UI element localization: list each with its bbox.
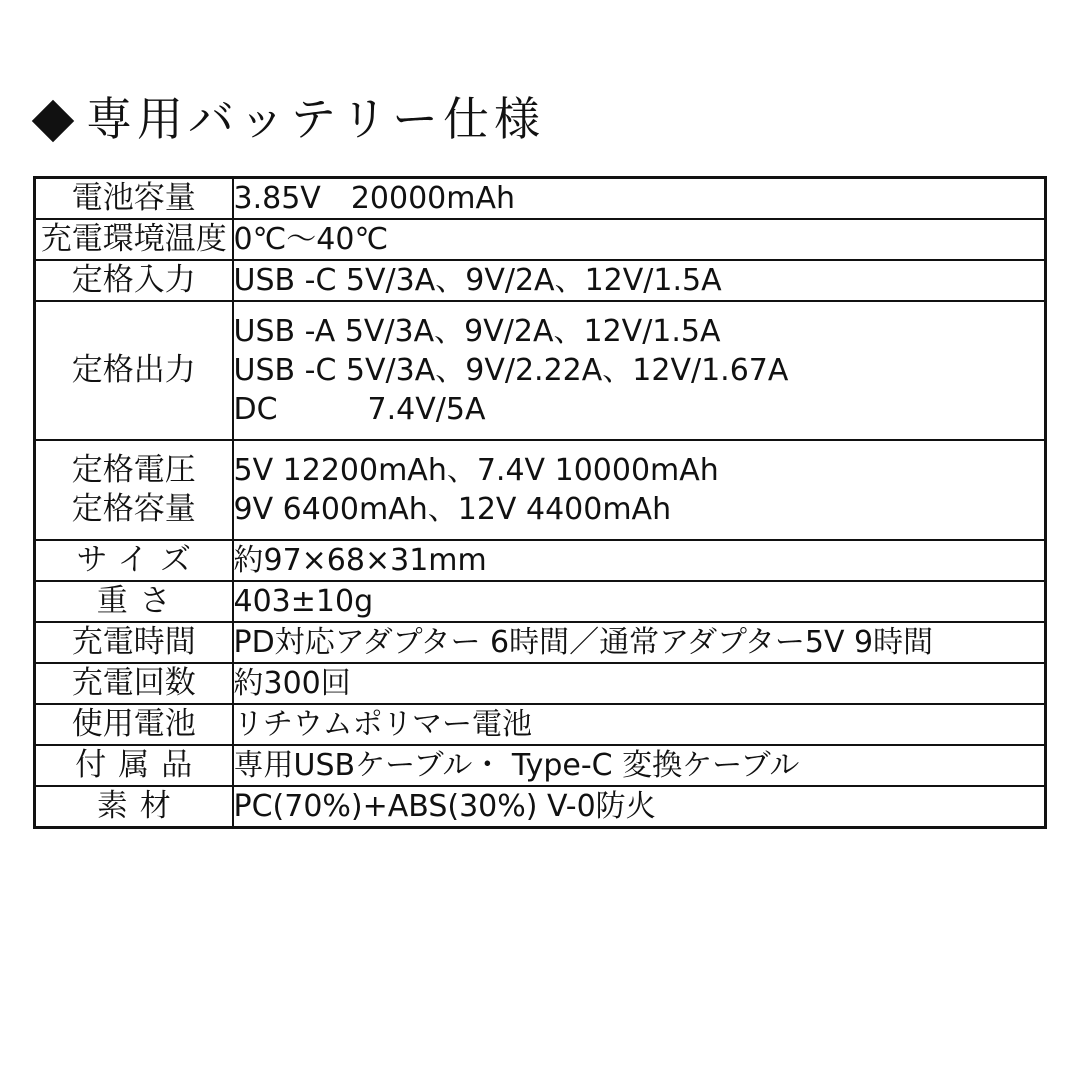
spec-value	[233, 540, 1046, 581]
page-heading	[38, 92, 545, 146]
spec-value-line: USB -A 5V/3A、9V/2A、12V/1.5A	[233, 314, 721, 349]
spec-label-line: 定格出力	[71, 352, 196, 389]
spec-label-line: 定格電圧	[71, 452, 196, 489]
spec-value-line: 約97×68×31mm	[233, 543, 487, 578]
table-row	[35, 745, 1046, 786]
spec-label	[35, 704, 233, 745]
spec-label	[35, 178, 233, 220]
spec-label	[35, 301, 233, 440]
diamond-icon	[32, 100, 74, 142]
page-title: 専用バッテリー仕様	[86, 92, 545, 146]
table-row	[35, 622, 1046, 663]
spec-label-line: 定格容量	[71, 491, 196, 527]
spec-value	[233, 301, 1046, 440]
table-row	[35, 704, 1046, 745]
spec-label	[35, 581, 233, 622]
spec-value-line: 403±10g	[233, 584, 374, 619]
spec-value-line: PC(70%)+ABS(30%) V-0防火	[233, 789, 656, 824]
spec-table-body	[35, 178, 1046, 828]
table-row	[35, 219, 1046, 260]
spec-label	[35, 260, 233, 301]
spec-value-line: 9V 6400mAh、12V 4400mAh	[233, 492, 672, 527]
spec-value-line: USB -C 5V/3A、9V/2A、12V/1.5A	[233, 263, 722, 298]
table-row	[35, 581, 1046, 622]
spec-value	[233, 178, 1046, 220]
battery-spec-table	[33, 176, 1047, 829]
spec-label-line: 付属品	[75, 747, 205, 784]
spec-value-line: 0℃〜40℃	[233, 222, 389, 257]
spec-label	[35, 663, 233, 704]
spec-label-line: 重さ	[96, 583, 183, 620]
spec-value	[233, 663, 1046, 704]
spec-value	[233, 745, 1046, 786]
spec-label	[35, 786, 233, 828]
table-row	[35, 786, 1046, 828]
spec-value-line: 約300回	[233, 666, 351, 701]
table-row	[35, 540, 1046, 581]
spec-value	[233, 704, 1046, 745]
spec-label-line: 素材	[96, 788, 183, 825]
spec-value	[233, 622, 1046, 663]
spec-value	[233, 260, 1046, 301]
spec-label	[35, 219, 233, 260]
spec-value	[233, 786, 1046, 828]
spec-label-line: 電池容量	[71, 180, 196, 217]
spec-label-line: 充電時間	[71, 624, 196, 661]
table-row	[35, 178, 1046, 220]
spec-value	[233, 440, 1046, 540]
spec-label-line: 充電環境温度	[40, 221, 227, 258]
spec-value	[233, 219, 1046, 260]
spec-value-line: 専用USBケーブル・ Type-C 変換ケーブル	[233, 748, 800, 783]
spec-value-line: DC 7.4V/5A	[233, 392, 486, 427]
spec-value-line: 3.85V 20000mAh	[233, 181, 516, 216]
spec-label	[35, 622, 233, 663]
table-row	[35, 260, 1046, 301]
spec-label	[35, 540, 233, 581]
table-row	[35, 301, 1046, 440]
spec-value-line: USB -C 5V/3A、9V/2.22A、12V/1.67A	[233, 353, 789, 388]
spec-value	[233, 581, 1046, 622]
spec-label-line: サイズ	[76, 542, 204, 579]
spec-value-line: PD対応アダプター 6時間／通常アダプター5V 9時間	[233, 625, 934, 660]
table-row	[35, 663, 1046, 704]
table-row	[35, 440, 1046, 540]
spec-label-line: 使用電池	[71, 706, 196, 743]
spec-value-line: リチウムポリマー電池	[233, 707, 532, 742]
spec-label	[35, 440, 233, 540]
spec-label	[35, 745, 233, 786]
spec-label-line: 定格入力	[71, 262, 196, 299]
spec-label-line: 充電回数	[71, 665, 196, 702]
spec-value-line: 5V 12200mAh、7.4V 10000mAh	[233, 453, 719, 488]
